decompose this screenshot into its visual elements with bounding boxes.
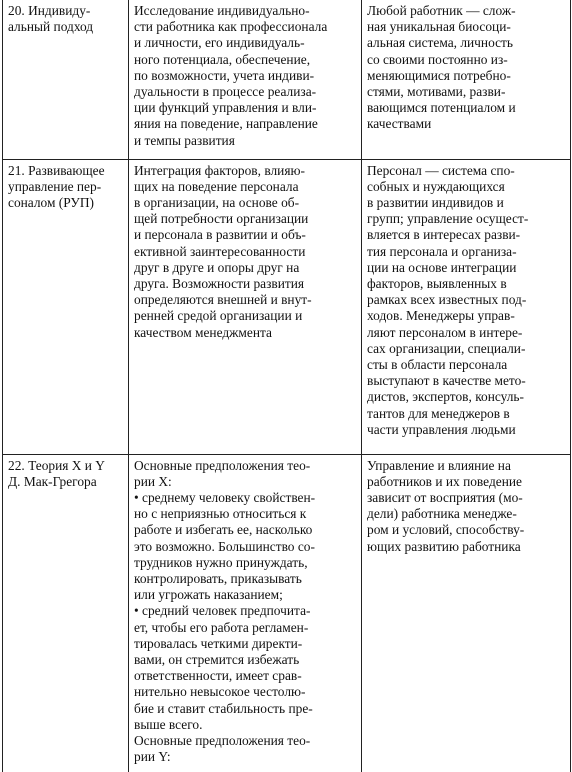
personnel-text-line: ная уникальная биосоци- xyxy=(367,19,511,35)
personnel-text-line: работников и их поведение xyxy=(367,473,522,489)
personnel-text-line: зависит от восприятия (мо- xyxy=(367,489,523,505)
personnel-text-line: Управление и влияние на xyxy=(367,457,511,473)
content-text-line: друг в друге и опоры друг на xyxy=(134,259,300,275)
personnel-text-line: рамках всех известных под- xyxy=(367,292,527,308)
personnel-text-line: сты в области персонала xyxy=(367,356,508,372)
content-text-line: бие и ставит стабильность пре- xyxy=(134,700,313,716)
personnel-text-line: ром и условий, способству- xyxy=(367,522,525,538)
personnel-text-line: ции на основе интеграции xyxy=(367,259,517,275)
approach-text-line: Д. Мак-Грегора xyxy=(8,473,97,489)
content-text-line: качеством менеджмента xyxy=(134,324,272,340)
content-text-line: ет, чтобы его работа регламен- xyxy=(134,619,309,635)
approach-text-line: 20. Индивиду- xyxy=(8,3,91,18)
content-text-line: контролировать, приказывать xyxy=(134,570,302,586)
personnel-text-line: ляют персоналом в интере- xyxy=(367,324,523,340)
approach-text-line: альный подход xyxy=(8,19,94,35)
content-text-line: выше всего. xyxy=(134,716,203,732)
personnel-text-line: групп; управление осущест- xyxy=(367,211,529,227)
personnel-text-line: факторов, выявленных в xyxy=(367,275,507,291)
content-text-line: рии X: xyxy=(134,473,172,489)
personnel-cell xyxy=(362,159,571,454)
content-text-line: или угрожать наказанием; xyxy=(134,587,283,603)
personnel-text-line: альная система, личность xyxy=(367,35,514,51)
content-text-line: и личности, его индивидуаль- xyxy=(134,35,305,51)
content-text-line: • среднему человеку свойствен- xyxy=(134,489,316,505)
content-text-line: трудников нужно принуждать, xyxy=(134,554,308,570)
content-text-line: по возможности, учета индиви- xyxy=(134,67,315,83)
content-text-line: дуальности в процессе реализа- xyxy=(134,84,317,100)
personnel-cell xyxy=(362,454,571,772)
content-text-line: ективной заинтересованности xyxy=(134,243,306,259)
personnel-text-line: тантов для менеджеров в xyxy=(367,405,510,421)
personnel-text-line: качествами xyxy=(367,116,432,132)
content-text-line: щей потребности организации xyxy=(134,211,309,227)
approach-cell xyxy=(3,454,129,772)
personnel-text-line: меняющимися потребно- xyxy=(367,67,511,83)
content-text-line: но с неприязнью относиться к xyxy=(134,506,307,522)
content-text-line: определяются внешней и внут- xyxy=(134,292,312,308)
personnel-cell xyxy=(362,0,571,159)
table-row xyxy=(3,159,571,454)
personnel-text-line: со своими постоянно из- xyxy=(367,51,508,67)
personnel-text-line: дели) работника менедже- xyxy=(367,506,517,522)
personnel-text-line: Любой работник — слож- xyxy=(367,3,516,18)
personnel-text-line: собных и нуждающихся xyxy=(367,178,505,194)
personnel-text-line: дистов, экспертов, консуль- xyxy=(367,389,524,405)
content-text-line: ренней средой организации и xyxy=(134,308,303,324)
content-text-line: • средний человек предпочита- xyxy=(134,603,311,619)
content-text-line: ного потенциала, обеспечение, xyxy=(134,51,311,67)
content-text-line: рии Y: xyxy=(134,749,171,765)
personnel-text-line: вляется в интересах разви- xyxy=(367,227,521,243)
approach-text-line: 21. Развивающее xyxy=(8,162,105,178)
personnel-text-line: сах организации, специали- xyxy=(367,340,526,356)
content-text-line: Интеграция факторов, влияю- xyxy=(134,162,305,178)
table-row xyxy=(3,454,571,772)
content-text-line: Основные предположения тео- xyxy=(134,732,311,748)
content-text-line: Исследование индивидуально- xyxy=(134,3,310,18)
content-text-line: это возможно. Большинство со- xyxy=(134,538,315,554)
personnel-text-line: в развитии индивидов и xyxy=(367,194,504,210)
content-text-line: в организации, на основе об- xyxy=(134,194,300,210)
approach-text-line: управление пер- xyxy=(8,178,102,194)
content-text-line: сти работника как профессионала xyxy=(134,19,328,35)
table-row xyxy=(3,0,571,159)
personnel-text-line: стями, мотивами, разви- xyxy=(367,84,506,100)
approach-text-line: соналом (РУП) xyxy=(8,194,94,210)
personnel-text-line: ющих развитию работника xyxy=(367,538,521,554)
content-text-line: и темпы развития xyxy=(134,132,235,148)
personnel-text-line: ходов. Менеджеры управ- xyxy=(367,308,515,324)
personnel-text-line: тия персонала и организа- xyxy=(367,243,517,259)
content-cell xyxy=(129,159,362,454)
approach-text-line: 22. Теория X и Y xyxy=(8,457,105,473)
content-cell xyxy=(129,454,362,772)
content-text-line: работе и избегать ее, насколько xyxy=(134,522,313,538)
personnel-text-line: выступают в качестве мето- xyxy=(367,373,526,389)
content-text-line: вами, он стремится избежать xyxy=(134,651,300,667)
content-text-line: и персонала в развитии и объ- xyxy=(134,227,306,243)
content-text-line: ции функций управления и вли- xyxy=(134,100,317,116)
personnel-text-line: Персонал — система спо- xyxy=(367,162,515,178)
content-text-line: друга. Возможности развития xyxy=(134,275,305,291)
personnel-text-line: части управления людьми xyxy=(367,421,516,437)
content-text-line: яния на поведение, направление xyxy=(134,116,318,132)
content-cell xyxy=(129,0,362,159)
content-text-line: Основные предположения тео- xyxy=(134,457,311,473)
content-text-line: нительно невысокое честолю- xyxy=(134,684,306,700)
table-body xyxy=(3,0,571,772)
approach-cell xyxy=(3,0,129,159)
personnel-text-line: вающимся потенциалом и xyxy=(367,100,516,116)
content-text-line: щих на поведение персонала xyxy=(134,178,299,194)
content-text-line: тировалась четкими директи- xyxy=(134,635,303,651)
content-text-line: ответственности, имеет срав- xyxy=(134,668,302,684)
approaches-table xyxy=(2,0,571,772)
approach-cell xyxy=(3,159,129,454)
